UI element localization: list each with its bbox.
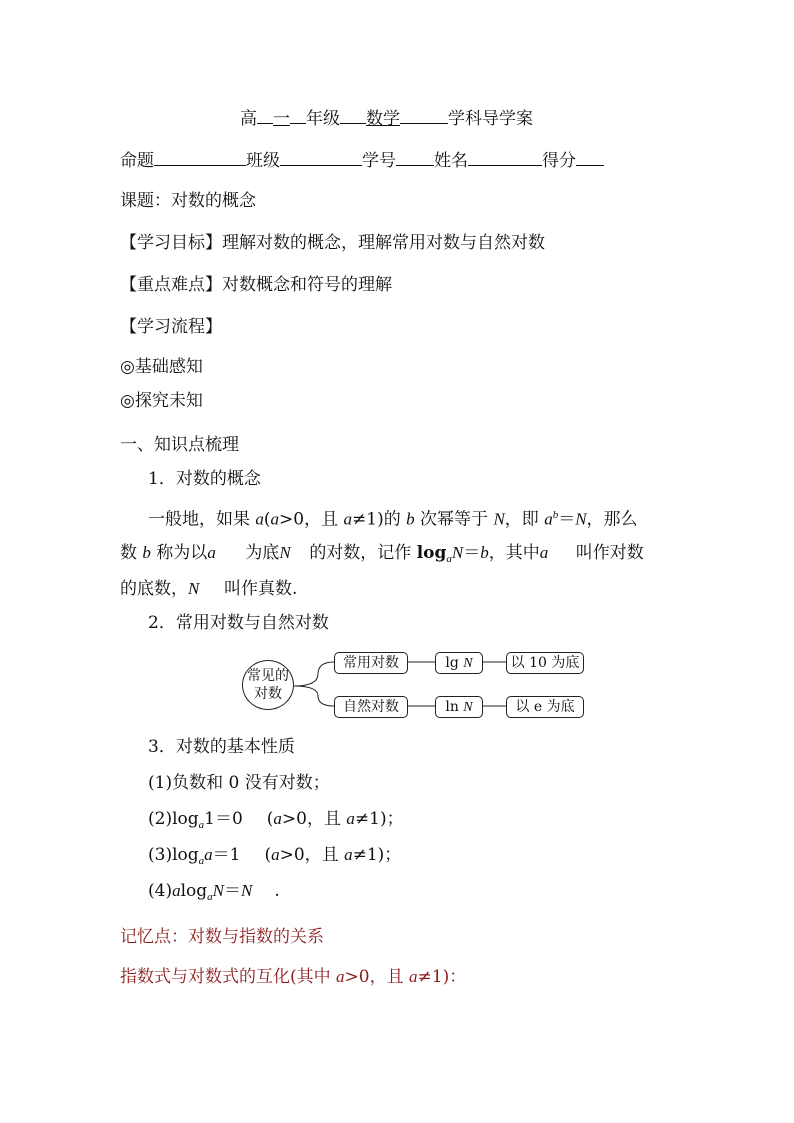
title-suffix: 学科导学案 bbox=[448, 109, 533, 129]
memo-title: 记忆点：对数与指数的关系 bbox=[120, 927, 324, 947]
natural-log-base: 以 e 为底 bbox=[506, 696, 584, 718]
section-1-heading: 一、知识点梳理 bbox=[120, 435, 239, 455]
explore-unknown: ◎探究未知 bbox=[120, 391, 203, 411]
title-subject: 数学 bbox=[366, 109, 400, 129]
title-grade-suffix: 年级 bbox=[306, 109, 340, 129]
common-log-symbol: lg N bbox=[435, 652, 483, 674]
common-log-base: 以 10 为底 bbox=[506, 652, 584, 674]
label-mingti: 命题 bbox=[120, 151, 154, 171]
learning-goal: 【学习目标】理解对数的概念，理解常用对数与自然对数 bbox=[120, 233, 545, 253]
definition-line-1: 一般地，如果 a(a>0，且 a≠1)的 b 次幂等于 N，即 $a^b=N$，那么 bbox=[148, 509, 638, 530]
definition-line-3: 的底数，N 叫作真数. bbox=[120, 579, 298, 599]
label-xingming: 姓名 bbox=[434, 151, 468, 171]
learning-flow: 【学习流程】 bbox=[120, 317, 222, 337]
title-gao: 高 bbox=[240, 109, 257, 129]
common-log-node: 常用对数 bbox=[334, 652, 408, 674]
property-3: $(3)\log_aa=1$ (a>0，且 a≠1)； bbox=[148, 845, 402, 868]
property-1: (1)负数和 0 没有对数； bbox=[148, 773, 330, 793]
title-grade: 一 bbox=[273, 109, 290, 129]
definition-line-2: 数 b 称为以a 为底N 的对数，记作 $\log_aN=b$，其中a 叫作对数 bbox=[120, 543, 644, 566]
topic: 课题：对数的概念 bbox=[120, 191, 256, 211]
label-defen: 得分 bbox=[542, 151, 576, 171]
natural-log-node: 自然对数 bbox=[334, 696, 408, 718]
basic-perception: ◎基础感知 bbox=[120, 357, 203, 377]
label-xuehao: 学号 bbox=[362, 151, 396, 171]
item-3-title: 3．对数的基本性质 bbox=[148, 737, 295, 757]
item-2-title: 2．常用对数与自然对数 bbox=[148, 613, 329, 633]
natural-log-symbol: ln N bbox=[435, 696, 483, 718]
memo-conversion: 指数式与对数式的互化(其中 a>0，且 a≠1)： bbox=[120, 967, 467, 987]
property-4: (4)alog$_a$N＝N . bbox=[148, 881, 280, 904]
item-1-title: 1．对数的概念 bbox=[148, 469, 261, 489]
diagram-root-node: 常见的 对数 bbox=[242, 660, 294, 710]
key-difficulty: 【重点难点】对数概念和符号的理解 bbox=[120, 275, 392, 295]
label-banji: 班级 bbox=[246, 151, 280, 171]
property-2: $(2)\log_a1=0$ (a>0，且 a≠1)； bbox=[148, 809, 404, 832]
